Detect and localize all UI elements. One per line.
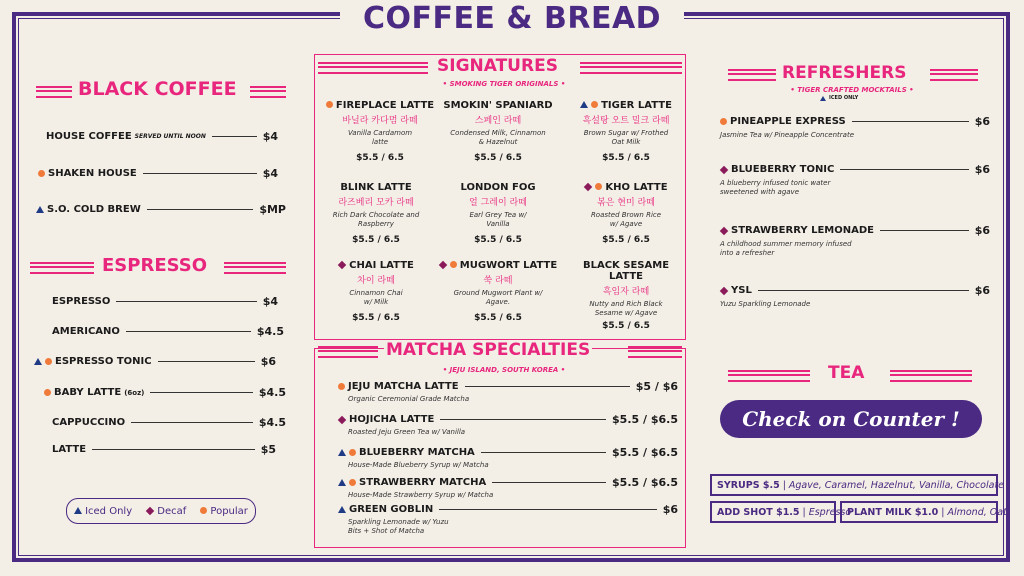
- popular-icon: [595, 183, 602, 190]
- item-price: $5.5 / 6.5: [474, 152, 522, 163]
- milk-list: Almond, Oat: [947, 506, 1007, 518]
- signature-item: [320, 100, 440, 163]
- heading-stripes-left: [30, 262, 94, 274]
- popular-icon: [720, 118, 727, 125]
- item-name-row: [316, 260, 436, 271]
- iced-only-icon: [34, 358, 42, 365]
- signatures-subheading: • SMOKING TIGER ORIGINALS •: [442, 80, 566, 88]
- popular-icon: [338, 383, 345, 390]
- item-row: [338, 446, 678, 459]
- item-name: HOUSE COFFEE: [46, 131, 132, 142]
- iced-only-icon: [338, 479, 346, 486]
- menu-item-latte: [52, 443, 276, 456]
- item-name-row: [566, 182, 686, 193]
- legend: [66, 498, 256, 524]
- popular-icon: [450, 261, 457, 268]
- item-row: [720, 115, 990, 128]
- iced-note-label: ICED ONLY: [829, 95, 859, 101]
- iced-only-icon: [36, 206, 44, 213]
- espresso-heading: ESPRESSO: [102, 255, 208, 276]
- legend-iced-label: Iced Only: [85, 505, 133, 517]
- popular-icon: [44, 389, 51, 396]
- item-desc: Vanilla Cardamom latte: [347, 129, 413, 146]
- matcha-item: [338, 413, 678, 437]
- item-name: STRAWBERRY LEMONADE: [731, 225, 874, 236]
- item-name: FIREPLACE LATTE: [335, 100, 435, 111]
- leader-line: [440, 419, 606, 420]
- tea-heading: TEA: [828, 363, 865, 383]
- signature-item: [566, 182, 686, 245]
- leader-line: [143, 173, 257, 174]
- item-korean: 얼 그레이 라떼: [469, 198, 527, 208]
- syrups-label: SYRUPS $.5: [717, 479, 780, 491]
- signatures-heading: SIGNATURES: [437, 56, 558, 76]
- item-name-row: [438, 260, 558, 271]
- item-desc: Nutty and Rich Black Sesame w/ Agave: [589, 300, 663, 317]
- leader-line: [465, 386, 630, 387]
- item-row: [338, 476, 678, 489]
- popular-icon: [349, 479, 356, 486]
- item-name: BLACK SESAME LATTE: [582, 260, 670, 282]
- leader-line: [852, 121, 969, 122]
- item-name: ESPRESSO: [52, 296, 111, 307]
- legend-decaf-label: Decaf: [157, 505, 187, 517]
- item-price: $4: [262, 295, 278, 308]
- shot-list: Espresso: [808, 506, 852, 518]
- leader-line: [481, 452, 606, 453]
- decaf-icon: [439, 261, 447, 269]
- separator: |: [802, 506, 806, 518]
- item-price: $6: [974, 163, 990, 176]
- decaf-icon: [720, 286, 728, 294]
- item-price: $5.5 / 6.5: [474, 312, 522, 323]
- item-price: $6: [974, 115, 990, 128]
- item-price: $MP: [259, 203, 286, 216]
- item-desc: Rich Dark Chocolate and Raspberry: [332, 211, 420, 228]
- leader-line: [92, 449, 255, 450]
- item-price: $4: [262, 130, 278, 143]
- item-desc: Jasmine Tea w/ Pineapple Concentrate: [720, 131, 854, 139]
- menu-item-cappuccino: [52, 416, 286, 429]
- item-korean: 차이 라떼: [357, 276, 395, 286]
- legend-decaf: [146, 506, 186, 517]
- iced-only-icon: [820, 96, 826, 101]
- page-title: COFFEE & BREAD: [362, 1, 662, 36]
- item-korean: 흑설탕 오트 밀크 라떼: [582, 116, 670, 126]
- item-name: AMERICANO: [52, 326, 120, 337]
- decaf-icon: [338, 261, 346, 269]
- item-desc: A childhood summer memory infused: [720, 240, 852, 248]
- item-price: $5.5 / 6.5: [352, 234, 400, 245]
- heading-stripes-right: [250, 86, 286, 98]
- iced-only-icon: [338, 506, 346, 513]
- item-price: $5.5 / 6.5: [602, 152, 650, 163]
- refresher-item: [720, 115, 990, 140]
- signature-item: [316, 260, 436, 323]
- item-name: S.O. COLD BREW: [47, 204, 141, 215]
- item-name: ESPRESSO TONIC: [55, 356, 152, 367]
- matcha-heading: MATCHA SPECIALTIES: [386, 340, 591, 360]
- item-price: $5: [260, 443, 276, 456]
- item-price: $5.5 / 6.5: [602, 320, 650, 331]
- menu-item-cold-brew: [36, 203, 286, 216]
- popular-icon: [591, 101, 598, 108]
- item-desc: House-Made Strawberry Syrup w/ Matcha: [348, 491, 494, 499]
- item-desc: Roasted Jeju Green Tea w/ Vanilla: [348, 428, 466, 436]
- item-price: $4.5: [258, 386, 286, 399]
- signature-item: [566, 100, 686, 163]
- legend-popular: [200, 506, 248, 517]
- menu-item-americano: [52, 325, 284, 338]
- legend-iced: [74, 506, 132, 517]
- item-name: BABY LATTE: [54, 387, 122, 398]
- leader-line: [439, 509, 656, 510]
- leader-line: [880, 230, 969, 231]
- item-row: [338, 413, 678, 426]
- leader-line: [150, 392, 253, 393]
- menu-item-baby-latte: [44, 386, 286, 399]
- item-desc: A blueberry infused tonic water: [720, 179, 831, 187]
- shot-label: ADD SHOT $1.5: [717, 506, 800, 518]
- matcha-item: [338, 446, 678, 470]
- popular-icon: [45, 358, 52, 365]
- heading-stripes-right: [580, 62, 682, 74]
- item-name: PINEAPPLE EXPRESS: [730, 116, 846, 127]
- leader-line: [212, 136, 257, 137]
- refreshers-subheading: • TIGER CRAFTED MOCKTAILS •: [790, 86, 914, 94]
- heading-stripes-left: [36, 86, 72, 98]
- heading-stripes-right: [628, 346, 682, 358]
- item-korean: 라즈베리 모카 라떼: [338, 198, 414, 208]
- menu-item-espresso: [52, 295, 278, 308]
- heading-stripes-left: [728, 370, 810, 382]
- title-area: [340, 0, 684, 38]
- item-korean: 볶은 현미 라떼: [597, 198, 655, 208]
- item-korean: 흑임자 라떼: [602, 287, 650, 297]
- iced-only-icon: [338, 449, 346, 456]
- heading-stripes-right: [930, 69, 978, 81]
- item-name: GREEN GOBLIN: [349, 504, 434, 515]
- menu-item-shaken-house: [38, 167, 278, 180]
- item-price: $6: [662, 503, 678, 516]
- signature-item: [438, 182, 558, 245]
- matcha-item: [338, 503, 678, 536]
- refreshers-heading: REFRESHERS: [782, 63, 907, 83]
- item-price: $5.5 / 6.5: [352, 312, 400, 323]
- leader-line: [147, 209, 254, 210]
- item-name: STRAWBERRY MATCHA: [359, 477, 487, 488]
- item-korean: 바닐라 카다멈 라떼: [342, 116, 418, 126]
- separator: |: [782, 479, 786, 491]
- decaf-icon: [584, 183, 592, 191]
- item-price: $6: [974, 284, 990, 297]
- item-name: SHAKEN HOUSE: [48, 168, 137, 179]
- black-coffee-heading: BLACK COFFEE: [78, 78, 237, 100]
- item-price: $4: [262, 167, 278, 180]
- item-desc: Earl Grey Tea w/ Vanilla: [469, 211, 527, 228]
- item-name: BLINK LATTE: [340, 182, 412, 193]
- item-name: MUGWORT LATTE: [459, 260, 558, 271]
- iced-only-icon: [580, 101, 588, 108]
- leader-line: [158, 361, 255, 362]
- item-desc: House-Made Blueberry Syrup w/ Matcha: [348, 461, 489, 469]
- syrups-list: Agave, Caramel, Hazelnut, Vanilla, Chocolate: [788, 479, 1005, 491]
- matcha-subheading: • JEJU ISLAND, SOUTH KOREA •: [442, 366, 566, 374]
- item-price: $6: [260, 355, 276, 368]
- item-korean: 쑥 라떼: [483, 276, 513, 286]
- leader-line: [492, 482, 606, 483]
- signature-item: [438, 100, 558, 163]
- item-name: BLUEBERRY MATCHA: [359, 447, 475, 458]
- item-price: $5.5 / 6.5: [474, 234, 522, 245]
- item-desc: Bits + Shot of Matcha: [348, 526, 425, 535]
- check-on-counter-banner: Check on Counter !: [720, 400, 982, 438]
- iced-note: [820, 95, 858, 101]
- item-name-row: [320, 100, 440, 111]
- item-price: $5 / $6: [635, 380, 678, 393]
- refresher-item: [720, 163, 990, 197]
- item-desc: Yuzu Sparkling Lemonade: [720, 300, 811, 308]
- item-row: [338, 503, 678, 516]
- leader-line: [126, 331, 251, 332]
- item-price: $6: [974, 224, 990, 237]
- item-name: LONDON FOG: [460, 182, 536, 193]
- item-price: $4.5: [256, 325, 284, 338]
- leader-line: [758, 290, 969, 291]
- signature-item: [566, 260, 686, 331]
- popular-icon: [326, 101, 333, 108]
- item-desc: Sparkling Lemonade w/ Yuzu: [348, 518, 449, 526]
- menu-item-house-coffee: [46, 130, 278, 143]
- item-desc: Ground Mugwort Plant w/ Agave.: [453, 289, 543, 306]
- item-desc: Brown Sugar w/ Frothed Oat Milk: [583, 129, 669, 146]
- legend-popular-label: Popular: [210, 505, 248, 517]
- item-name: KHO LATTE: [605, 182, 668, 193]
- item-name: TIGER LATTE: [601, 100, 672, 111]
- signature-item: [438, 260, 558, 323]
- refresher-item: [720, 224, 990, 258]
- item-desc: Roasted Brown Rice w/ Agave: [590, 211, 662, 228]
- leader-line: [116, 301, 256, 302]
- separator: |: [941, 506, 945, 518]
- item-name: YSL: [731, 285, 752, 296]
- item-price: $5.5 / $6.5: [612, 446, 678, 459]
- item-name: JEJU MATCHA LATTE: [348, 381, 459, 392]
- popular-icon: [38, 170, 45, 177]
- decaf-icon: [720, 165, 728, 173]
- item-price: $5.5 / $6.5: [612, 413, 678, 426]
- item-row: [338, 380, 678, 393]
- item-desc: Condensed Milk, Cinnamon & Hazelnut: [450, 129, 546, 146]
- signature-item: [316, 182, 436, 245]
- heading-stripes-left: [318, 346, 378, 358]
- item-name: BLUEBERRY TONIC: [731, 164, 835, 175]
- item-row: [720, 224, 990, 237]
- leader-line: [840, 169, 968, 170]
- syrups-box: [710, 474, 1005, 496]
- item-price: $5.5 / 6.5: [356, 152, 404, 163]
- iced-only-icon: [74, 507, 82, 514]
- plant-milk-box: [840, 501, 1007, 523]
- item-desc: into a refresher: [720, 249, 775, 258]
- add-shot-box: [710, 501, 852, 523]
- milk-label: PLANT MILK $1.0: [847, 506, 939, 518]
- item-row: [720, 163, 990, 176]
- popular-icon: [200, 507, 207, 514]
- item-name-row: [566, 100, 686, 111]
- item-desc: sweetened with agave: [720, 188, 799, 197]
- matcha-item: [338, 380, 678, 404]
- item-korean: 스페인 라떼: [474, 116, 522, 126]
- item-name: LATTE: [52, 444, 87, 455]
- heading-stripes-right: [224, 262, 286, 274]
- heading-stripes-right: [890, 370, 972, 382]
- item-price: $4.5: [258, 416, 286, 429]
- menu-item-espresso-tonic: [34, 355, 276, 368]
- item-name: CAPPUCCINO: [52, 417, 126, 428]
- heading-stripes-left: [728, 69, 776, 81]
- item-row: [720, 284, 990, 297]
- item-name: CHAI LATTE: [349, 260, 414, 271]
- item-desc: Cinnamon Chai w/ Milk: [349, 289, 403, 306]
- item-name: SMOKIN' SPANIARD: [443, 100, 553, 111]
- matcha-item: [338, 476, 678, 500]
- decaf-icon: [338, 415, 346, 423]
- decaf-icon: [146, 506, 154, 514]
- item-desc: Organic Ceremonial Grade Matcha: [348, 395, 470, 403]
- item-price: $5.5 / 6.5: [602, 234, 650, 245]
- heading-stripes-left: [318, 62, 428, 74]
- item-price: $5.5 / $6.5: [612, 476, 678, 489]
- refresher-item: [720, 284, 990, 309]
- item-name: HOJICHA LATTE: [349, 414, 435, 425]
- decaf-icon: [720, 226, 728, 234]
- item-size: (6oz): [124, 388, 145, 397]
- leader-line: [131, 422, 253, 423]
- item-note: SERVED UNTIL NOON: [134, 133, 206, 140]
- popular-icon: [349, 449, 356, 456]
